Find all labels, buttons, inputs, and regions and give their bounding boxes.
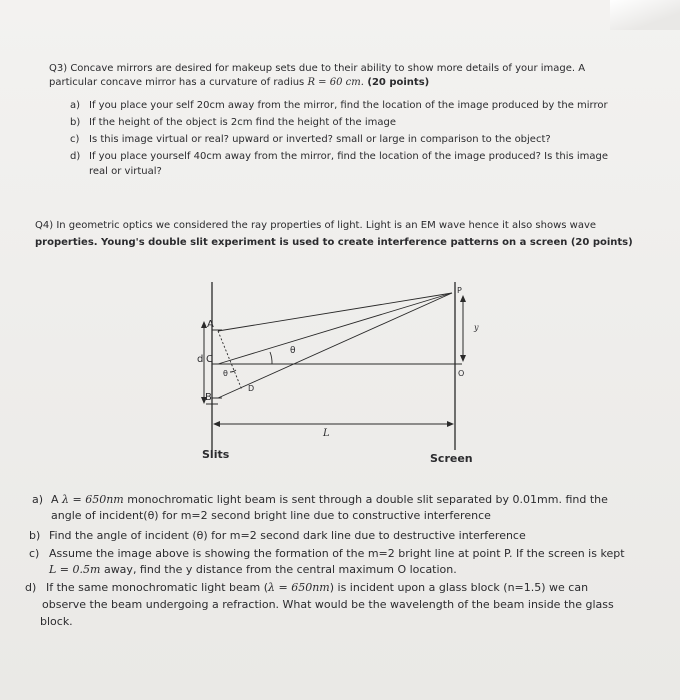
caption-slits: Slits <box>202 448 230 461</box>
q4-part-b-label: b) <box>29 529 41 542</box>
theta-arc-top <box>270 352 272 364</box>
q4-part-c-rest: away, find the y distance from the central maximum O location. <box>100 563 457 576</box>
q4-part-c-distance: L = 0.5m <box>49 563 101 576</box>
ray-from-a <box>218 293 452 331</box>
q3-part-c-label: c) <box>70 134 80 145</box>
q3-part-d-label: d) <box>70 151 81 162</box>
label-y-distance: y <box>474 323 479 332</box>
q3-radius-formula: R = 60 cm. <box>307 77 364 88</box>
label-theta-top: θ <box>290 346 296 356</box>
q3-part-c-text: Is this image virtual or real? upward or inverted? small or large in comparison to the object? <box>89 134 551 145</box>
q4-part-a-prefix: A <box>51 493 63 506</box>
label-center-c: C <box>206 354 213 365</box>
q4-part-d-wavelength: λ = 650nm <box>268 581 330 594</box>
q4-part-d-rest: ) is incident upon a glass block (n=1.5) we can <box>329 581 589 594</box>
theta-arc-bottom <box>230 370 236 372</box>
label-slit-b: B <box>205 392 212 403</box>
q4-part-a-line-2: angle of incident(θ) for m=2 second bright line due to constructive interference <box>51 509 491 522</box>
label-point-p: P <box>457 286 462 295</box>
q3-part-b-label: b) <box>70 117 81 128</box>
q4-part-d-line-3: block. <box>40 615 73 628</box>
q4-part-c-line-2 <box>49 562 457 578</box>
q4-part-d-line-1 <box>46 580 588 596</box>
label-point-o: O <box>458 369 465 378</box>
q4-part-d-line-2: observe the beam undergoing a refraction. What would be the wavelength of the beam inside the glass <box>42 598 614 611</box>
q4-part-b-line-1: Find the angle of incident (θ) for m=2 second dark line due to destructive interference <box>49 529 526 542</box>
q4-part-c-line-1: Assume the image above is showing the formation of the m=2 bright line at point P. If the screen is kept <box>49 547 625 560</box>
q4-part-d-prefix: If the same monochromatic light beam ( <box>46 581 269 594</box>
q4-part-a-line-1 <box>51 492 608 508</box>
ray-from-c <box>218 293 452 364</box>
q3-points: (20 points) <box>363 77 430 88</box>
label-theta-bottom: θ <box>223 369 228 378</box>
q4-part-a-label: a) <box>32 493 44 506</box>
q3-heading-text: particular concave mirror has a curvature of radius <box>49 77 308 88</box>
label-slit-separation-d: d <box>197 354 204 365</box>
q4-part-a-wavelength: λ = 650nm <box>62 493 124 506</box>
label-point-d: D <box>248 384 255 393</box>
q4-heading-line-2: properties. Young's double slit experiment is used to create interference patterns on a screen (20 points) <box>35 237 633 248</box>
label-slit-a: A <box>207 319 214 330</box>
q4-part-a-rest: monochromatic light beam is sent through a double slit separated by 0.01mm. find the <box>123 493 608 506</box>
q3-part-a-text: If you place your self 20cm away from the mirror, find the location of the image produced by the mirror <box>89 100 608 111</box>
q4-part-c-label: c) <box>29 547 40 560</box>
q4-heading-line-1: Q4) In geometric optics we considered the ray properties of light. Light is an EM wave hence it also shows wave <box>35 220 597 231</box>
q3-part-b-text: If the height of the object is 2cm find the height of the image <box>89 117 397 128</box>
caption-screen: Screen <box>430 452 473 465</box>
label-distance-l: L <box>323 428 330 439</box>
q3-part-d-text: If you place yourself 40cm away from the mirror, find the location of the image produced? Is this image <box>89 151 609 162</box>
q4-part-d-label: d) <box>25 581 37 594</box>
q3-part-a-label: a) <box>70 100 81 111</box>
q3-part-d-text-continued: real or virtual? <box>89 166 162 177</box>
q3-heading-line-1: Q3) Concave mirrors are desired for makeup sets due to their ability to show more details of your image. A <box>49 63 586 74</box>
